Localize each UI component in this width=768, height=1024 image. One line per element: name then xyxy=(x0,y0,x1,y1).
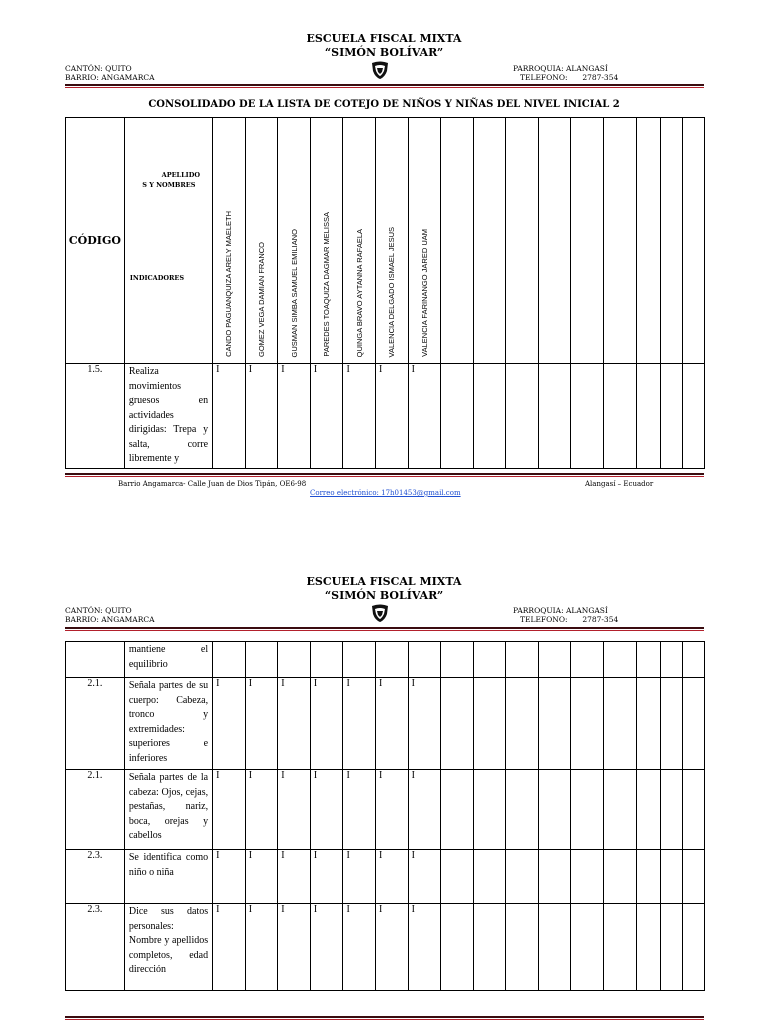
barrio-label: BARRIO: ANGAMARCA xyxy=(65,73,155,82)
student-name: GOMEZ VEGA DAMIAN FRANCO xyxy=(256,241,266,357)
mark-cell: I xyxy=(343,904,376,991)
student-name: VALENCIA FARINANGO JARED UAM xyxy=(419,229,429,357)
mark-cell: I xyxy=(408,770,441,850)
empty-cell xyxy=(408,642,441,678)
codigo-header-cell xyxy=(66,118,125,364)
footer-location: Alangasí – Ecuador xyxy=(585,480,654,488)
mark-cell: I xyxy=(343,364,376,469)
empty-cell xyxy=(538,850,571,904)
mark-cell: I xyxy=(245,678,278,770)
footer-email-link[interactable]: Correo electrónico: 17h01453@gmail.com xyxy=(310,489,461,497)
table-row xyxy=(66,678,705,770)
mark-cell: I xyxy=(245,364,278,469)
mark-cell: I xyxy=(408,850,441,904)
empty-cell xyxy=(538,364,571,469)
parroquia-label: PARROQUIA: ALANGASÍ xyxy=(513,64,608,73)
mark-cell: I xyxy=(343,770,376,850)
empty-cell xyxy=(473,678,506,770)
empty-cell xyxy=(636,770,660,850)
school-name-line2: “SIMÓN BOLÍVAR” xyxy=(324,46,444,59)
empty-cell xyxy=(604,770,637,850)
telefono-label: TELEFONO: xyxy=(520,73,568,82)
empty-cell xyxy=(473,364,506,469)
telefono-row xyxy=(520,73,618,82)
empty-cell xyxy=(538,118,571,364)
student-header-cell xyxy=(213,118,246,364)
empty-cell xyxy=(636,118,660,364)
mark-cell: I xyxy=(213,770,246,850)
empty-cell xyxy=(538,642,571,678)
empty-cell xyxy=(636,850,660,904)
school-crest-icon xyxy=(370,603,390,623)
empty-cell xyxy=(538,770,571,850)
mark-cell: I xyxy=(343,850,376,904)
mark-cell: I xyxy=(376,850,409,904)
mark-cell: I xyxy=(408,364,441,469)
student-name: GUSMAN SIMBA SAMUEL EMILIANO xyxy=(289,228,299,357)
indicator-cell: Se identifica como niño o niña xyxy=(124,850,212,904)
empty-cell xyxy=(660,904,682,991)
mark-cell: I xyxy=(310,364,343,469)
empty-cell xyxy=(473,770,506,850)
empty-cell xyxy=(636,678,660,770)
empty-cell xyxy=(604,850,637,904)
empty-cell xyxy=(245,642,278,678)
student-header-cell xyxy=(343,118,376,364)
empty-cell xyxy=(538,904,571,991)
rows-page2 xyxy=(66,642,705,991)
mark-cell: I xyxy=(376,678,409,770)
empty-cell xyxy=(213,642,246,678)
empty-cell xyxy=(636,642,660,678)
empty-cell xyxy=(441,904,474,991)
empty-cell xyxy=(636,904,660,991)
empty-cell xyxy=(682,904,704,991)
mark-cell: I xyxy=(245,770,278,850)
table-row xyxy=(66,850,705,904)
table-title: CONSOLIDADO DE LA LISTA DE COTEJO DE NIÑOS Y NIÑAS DEL NIVEL INICIAL 2 xyxy=(148,99,620,110)
names-indicadores-header-cell xyxy=(124,118,212,364)
names-header-line1: APELLIDO xyxy=(161,171,201,179)
mark-cell: I xyxy=(376,364,409,469)
empty-cell xyxy=(660,770,682,850)
parroquia-label: PARROQUIA: ALANGASÍ xyxy=(513,606,608,615)
empty-cell xyxy=(473,904,506,991)
student-header-cell xyxy=(408,118,441,364)
empty-cell xyxy=(473,850,506,904)
student-header-cell xyxy=(376,118,409,364)
empty-cell xyxy=(571,364,604,469)
checklist-table-page1 xyxy=(65,117,705,469)
mark-cell: I xyxy=(213,364,246,469)
mark-cell: I xyxy=(408,678,441,770)
empty-cell xyxy=(571,770,604,850)
student-name: QUINGA BRAVO AYTANNA RAFAELA xyxy=(354,228,364,357)
empty-cell xyxy=(441,850,474,904)
empty-cell xyxy=(682,642,704,678)
mark-cell: I xyxy=(278,770,311,850)
indicator-cell: Señala partes de su cuerpo: Cabeza, tronco y extremidades: superiores e inferiores xyxy=(124,678,212,770)
empty-cell xyxy=(682,770,704,850)
school-name-line1: ESCUELA FISCAL MIXTA xyxy=(306,575,462,588)
table-row xyxy=(66,904,705,991)
mark-cell: I xyxy=(245,904,278,991)
empty-cell xyxy=(506,642,539,678)
code-cell: 2.1. xyxy=(66,770,125,850)
empty-cell xyxy=(343,642,376,678)
indicator-cell: Señala partes de la cabeza: Ojos, cejas, pestañas, nariz, boca, orejas y cabellos xyxy=(124,770,212,850)
empty-cell xyxy=(506,850,539,904)
empty-cell xyxy=(604,642,637,678)
empty-cell xyxy=(660,642,682,678)
mark-cell: I xyxy=(310,850,343,904)
empty-cell xyxy=(571,850,604,904)
empty-cell xyxy=(473,118,506,364)
indicator-cell: mantiene el equilibrio xyxy=(124,642,212,678)
school-crest-icon xyxy=(370,60,390,80)
table-row xyxy=(66,364,705,469)
telefono-label: TELEFONO: xyxy=(520,615,568,624)
mark-cell: I xyxy=(278,364,311,469)
empty-cell xyxy=(506,770,539,850)
empty-cell xyxy=(660,678,682,770)
header-rule xyxy=(65,627,704,631)
names-header-line2: S Y NOMBRES xyxy=(142,181,196,189)
telefono-row xyxy=(520,615,618,624)
student-header-cell xyxy=(278,118,311,364)
footer-rule xyxy=(65,1016,704,1020)
student-header-cell xyxy=(310,118,343,364)
code-cell xyxy=(66,642,125,678)
student-name: PAREDES TOAQUIZA DAGMAR MELISSA xyxy=(322,212,332,357)
empty-cell xyxy=(441,770,474,850)
empty-cell xyxy=(571,118,604,364)
empty-cell xyxy=(682,678,704,770)
empty-cell xyxy=(682,364,704,469)
empty-cell xyxy=(538,678,571,770)
student-header-cell xyxy=(245,118,278,364)
telefono-value: 2787-354 xyxy=(582,615,619,624)
mark-cell: I xyxy=(310,678,343,770)
empty-cell xyxy=(278,642,311,678)
empty-cell xyxy=(604,678,637,770)
mark-cell: I xyxy=(278,850,311,904)
mark-cell: I xyxy=(213,678,246,770)
mark-cell: I xyxy=(278,904,311,991)
mark-cell: I xyxy=(408,904,441,991)
code-cell: 2.1. xyxy=(66,678,125,770)
mark-cell: I xyxy=(310,770,343,850)
school-name-line1: ESCUELA FISCAL MIXTA xyxy=(306,32,462,45)
empty-cell xyxy=(441,678,474,770)
table-row xyxy=(66,770,705,850)
empty-cell xyxy=(682,118,704,364)
checklist-table-page2 xyxy=(65,641,705,991)
footer-rule xyxy=(65,473,704,477)
mark-cell: I xyxy=(376,770,409,850)
empty-cell xyxy=(506,118,539,364)
indicator-cell: Dice sus datos personales: Nombre y apellidos completos, edad dirección xyxy=(124,904,212,991)
mark-cell: I xyxy=(376,904,409,991)
student-name: CANDO PAGUANQUIZA ARELY MAELETH xyxy=(224,211,234,357)
code-cell: 2.3. xyxy=(66,850,125,904)
empty-cell xyxy=(660,364,682,469)
empty-cell xyxy=(660,850,682,904)
school-name-line2: “SIMÓN BOLÍVAR” xyxy=(324,589,444,602)
barrio-label: BARRIO: ANGAMARCA xyxy=(65,615,155,624)
empty-cell xyxy=(604,904,637,991)
empty-cell xyxy=(441,364,474,469)
mark-cell: I xyxy=(245,850,278,904)
mark-cell: I xyxy=(343,678,376,770)
empty-cell xyxy=(310,642,343,678)
empty-cell xyxy=(441,118,474,364)
empty-cell xyxy=(571,904,604,991)
canton-label: CANTÓN: QUITO xyxy=(65,64,132,73)
empty-cell xyxy=(660,118,682,364)
code-cell: 1.5. xyxy=(66,364,125,469)
footer-address: Barrio Angamarca- Calle Juan de Dios Tipán, OE6-98 xyxy=(118,480,307,488)
code-cell: 2.3. xyxy=(66,904,125,991)
canton-label: CANTÓN: QUITO xyxy=(65,606,132,615)
empty-cell xyxy=(506,678,539,770)
mark-cell: I xyxy=(310,904,343,991)
telefono-value: 2787-354 xyxy=(582,73,619,82)
student-name: VALENCIA DELGADO ISMAEL JESUS xyxy=(387,226,397,357)
empty-cell xyxy=(473,642,506,678)
indicator-cell: Realiza movimientos gruesos en actividades dirigidas: Trepa y salta, corre libremente y xyxy=(124,364,212,469)
empty-cell xyxy=(571,678,604,770)
empty-cell xyxy=(636,364,660,469)
empty-cell xyxy=(682,850,704,904)
header-row xyxy=(66,118,705,364)
mark-cell: I xyxy=(278,678,311,770)
empty-cell xyxy=(571,642,604,678)
codigo-header: CÓDIGO xyxy=(68,234,121,247)
table-row xyxy=(66,642,705,678)
empty-cell xyxy=(376,642,409,678)
empty-cell xyxy=(506,904,539,991)
empty-cell xyxy=(506,364,539,469)
header-rule xyxy=(65,84,704,88)
indicadores-header: INDICADORES xyxy=(129,274,185,282)
mark-cell: I xyxy=(213,850,246,904)
mark-cell: I xyxy=(213,904,246,991)
empty-cell xyxy=(441,642,474,678)
empty-cell xyxy=(604,364,637,469)
empty-cell xyxy=(604,118,637,364)
